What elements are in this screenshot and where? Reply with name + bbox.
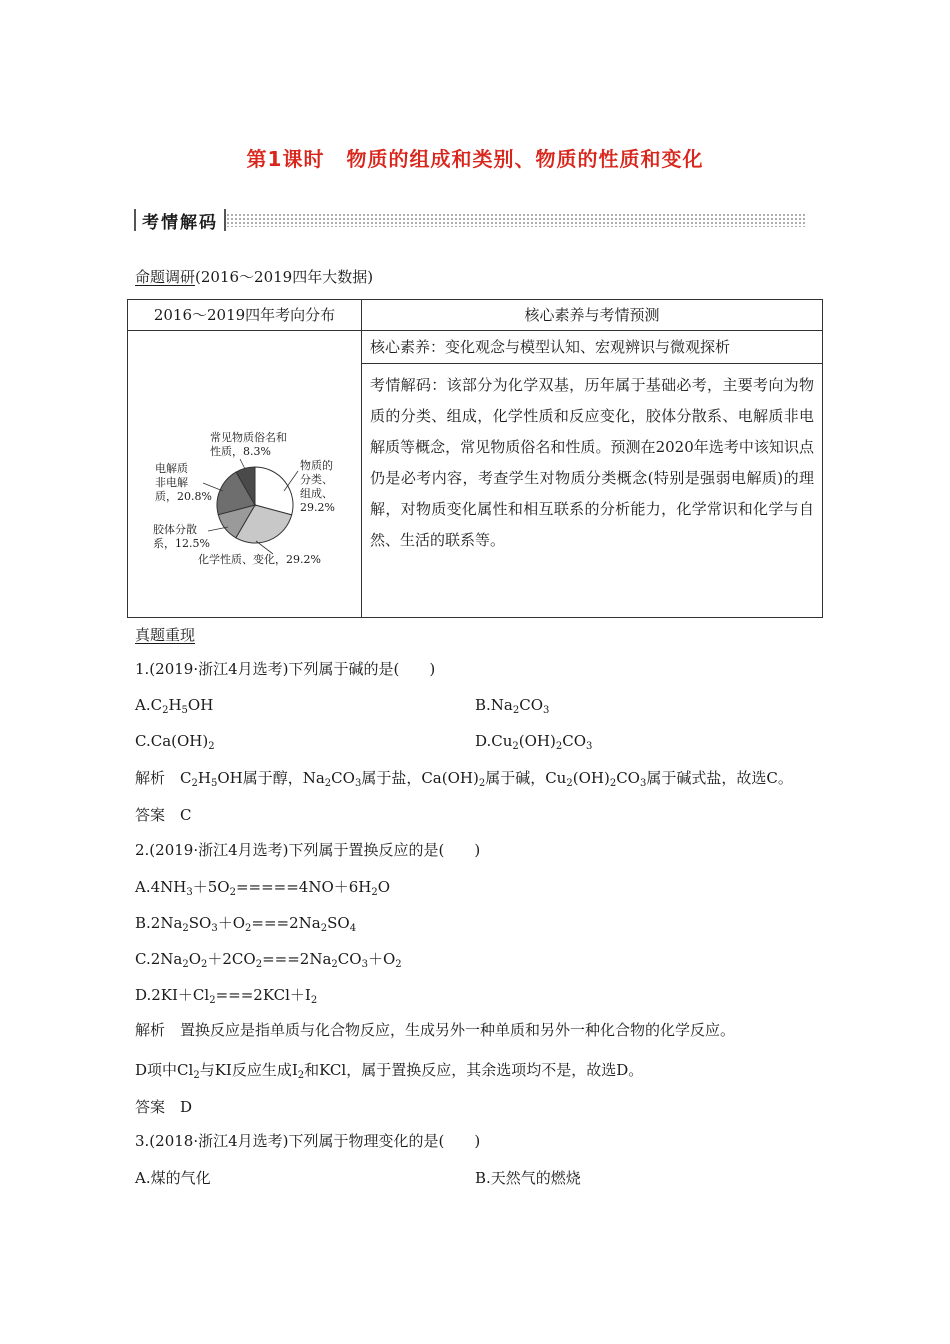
lesson-topic: 物质的组成和类别、物质的性质和变化 [346, 147, 704, 171]
q2-answer: 答案 D [135, 1098, 193, 1116]
q2-option-c: $C.2Na_2O_2+2CO_2===2Na_2CO_3+O_2$ [135, 950, 402, 970]
q1-analysis: 解析 $C_2H_5OH$属于醇，$Na_2CO_3$属于盐，$Ca(OH)_2$属于碱，$Cu_2(OH)_2CO_3$属于碱式盐，故选C。 [135, 769, 793, 789]
chart-cell [128, 331, 362, 618]
q1-option-d: $D.Cu_2(OH)_2CO_3$ [475, 732, 593, 752]
section-label: 考情解码 [142, 212, 218, 233]
pie-label-electrolyte: 电解质 非电解 质，20.8% [155, 462, 212, 503]
q2-analysis-1: 解析 置换反应是指单质与化合物反应，生成另外一种单质和另外一种化合物的化学反应。 [135, 1021, 736, 1039]
q2-stem: 2.(2019·浙江4月选考)下列属于置换反应的是( ) [135, 841, 481, 859]
q2-option-a: $A.4NH_3+5O_2=====4NO+6H_2O$ [135, 878, 391, 898]
col2-header: 核心素养与考情预测 [362, 300, 823, 331]
q1-answer: 答案 C [135, 806, 192, 824]
q2-option-d: $D.2KI+Cl_2===2KCl+I_2$ [135, 986, 318, 1006]
survey-heading [135, 266, 373, 287]
section-dotted-fill [226, 213, 806, 227]
section-header-bar [134, 208, 806, 232]
analysis-text: 考情解码：该部分为化学双基，历年属于基础必考，主要考向为物质的分类、组成，化学性质和反应变化，胶体分散系、电解质非电解质等概念，常见物质俗名和性质。预测在2020年选考中该知识点仍是必考内容，考查学生对物质分类概念(特别是强弱电解质)的理解，对物质变化属性和相互联系的分析能力，化学常识和化学与自然、生活的联系等。 [370, 376, 814, 549]
q2-option-b: $B.2Na_2SO_3+O_2===2Na_2SO_4$ [135, 914, 357, 934]
q1-option-c: $C.Ca(OH)_2$ [135, 732, 215, 752]
pie-chart [128, 331, 361, 617]
q1-option-b: $B.Na_2CO_3$ [475, 696, 550, 716]
q1-stem: 1.(2019·浙江4月选考)下列属于碱的是( ) [135, 660, 436, 678]
exam-analysis-table [127, 299, 823, 618]
survey-label: 命题调研 [135, 268, 196, 286]
q3-option-a: A.煤的气化 [135, 1169, 211, 1187]
col1-header: 2016～2019四年考向分布 [128, 300, 362, 331]
pie-label-common-names: 常见物质俗名和 性质，8.3% [210, 431, 287, 458]
q2-analysis-2: D项中$Cl_2$与KI反应生成$I_2$和KCl，属于置换反应，其余选项均不是，故选D。 [135, 1061, 644, 1081]
pie-leader-classification [284, 471, 298, 491]
core-literacy-text: 核心素养：变化观念与模型认知、宏观辨识与微观探析 [362, 331, 822, 364]
q3-option-b: B.天然气的燃烧 [475, 1169, 581, 1187]
lesson-number: 第1课时 [246, 147, 325, 171]
pie-leader-common-names [240, 459, 245, 469]
pie-label-chemical: 化学性质、变化，29.2% [198, 553, 321, 566]
page-title [0, 143, 950, 172]
recap-title: 真题重现 [135, 626, 196, 644]
q3-stem: 3.(2018·浙江4月选考)下列属于物理变化的是( ) [135, 1132, 481, 1150]
pie-label-classification: 物质的 分类、 组成、 29.2% [300, 459, 335, 514]
pie-label-colloid: 胶体分散 系，12.5% [153, 523, 210, 550]
literacy-cell [362, 331, 823, 618]
survey-suffix: (2016～2019四年大数据) [195, 268, 374, 286]
q1-option-a: $A.C_2H_5OH$ [135, 696, 214, 716]
